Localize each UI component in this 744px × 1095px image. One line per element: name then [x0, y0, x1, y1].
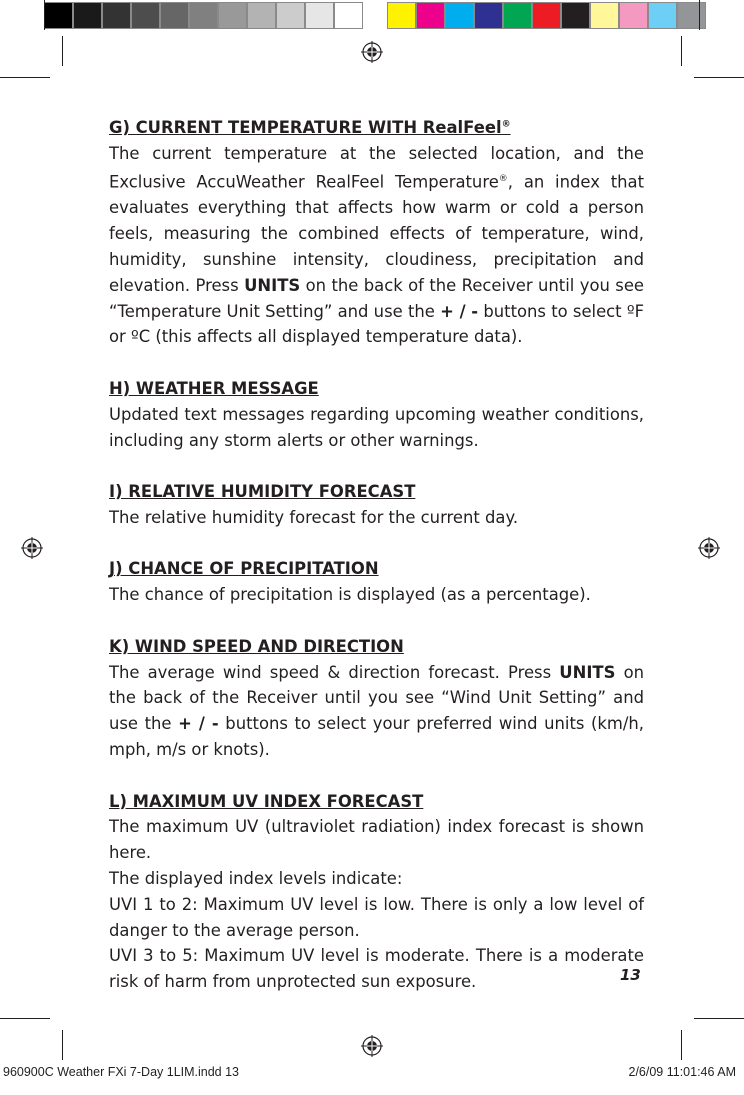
gray-swatch: [131, 2, 160, 29]
crop-mark: [681, 1030, 682, 1060]
crop-mark: [0, 77, 50, 78]
section-i-heading: I) RELATIVE HUMIDITY FORECAST: [109, 482, 416, 502]
crop-mark: [62, 1030, 63, 1060]
crop-mark: [44, 0, 45, 30]
section-g-text: The current temperature at the selected location, and the Exclusive AccuWeather RealFeel Temperature®, an index that evaluates everything that affects how warm or cold a person feels, measuring the combined effects of temperature, wind, humidity, sunshine intensity, cloudiness, precipitation and elevation. Press UNITS on the back of the Receiver until you see “Temperature Unit Setting” and use the + / - buttons to select ºF or ºC (this affects all displayed temperature data).: [109, 144, 645, 347]
page-number: 13: [620, 966, 641, 984]
section-l-text-2: The displayed index levels indicate:: [109, 869, 403, 889]
color-swatch: [532, 2, 561, 29]
section-l-text-1: The maximum UV (ultraviolet radiation) index forecast is shown here.: [109, 817, 644, 863]
section-k-heading: K) WIND SPEED AND DIRECTION: [109, 636, 404, 656]
registration-mark-icon: [698, 537, 720, 559]
section-l-heading: L) MAXIMUM UV INDEX FORECAST: [109, 791, 424, 811]
slug-timestamp: 2/6/09 11:01:46 AM: [628, 1065, 736, 1079]
section-k-text: The average wind speed & direction forecast. Press UNITS on the back of the Receiver until you see “Wind Unit Setting” and use the + / - buttons to select your preferred wind units (km/h, mph, m/s or knots).: [109, 662, 644, 760]
registration-mark-icon: [361, 1035, 383, 1057]
color-swatch: [561, 2, 590, 29]
manual-content: [109, 113, 644, 995]
crop-mark: [681, 36, 682, 66]
section-l-text-3: UVI 1 to 2: Maximum UV level is low. There is only a low level of danger to the average person.: [109, 894, 644, 940]
section-j-heading: J) CHANCE OF PRECIPITATION: [109, 559, 379, 579]
color-swatch: [619, 2, 648, 29]
gray-swatch: [334, 2, 363, 29]
crop-mark: [699, 0, 700, 30]
slug-filename: 960900C Weather FXi 7-Day 1LIM.indd 13: [3, 1065, 240, 1079]
color-registration-bar: [44, 2, 706, 31]
section-h-heading: H) WEATHER MESSAGE: [109, 378, 319, 398]
section-g-heading: G) CURRENT TEMPERATURE WITH RealFeel®: [109, 118, 511, 138]
registration-mark-icon: [21, 537, 43, 559]
registration-mark-icon: [361, 41, 383, 63]
gray-swatch: [160, 2, 189, 29]
section-h-text: Updated text messages regarding upcoming weather conditions, including any storm alerts or other warnings.: [109, 404, 644, 450]
gray-swatch: [305, 2, 334, 29]
crop-mark: [694, 77, 744, 78]
crop-mark: [0, 1018, 50, 1019]
color-swatch: [503, 2, 532, 29]
color-swatch: [648, 2, 677, 29]
section-j-text: The chance of precipitation is displayed (as a percentage).: [109, 585, 591, 605]
gray-swatch: [247, 2, 276, 29]
color-swatch: [474, 2, 503, 29]
color-swatch: [445, 2, 474, 29]
color-swatch: [677, 2, 706, 29]
crop-mark: [62, 36, 63, 66]
gray-swatch: [218, 2, 247, 29]
color-swatch: [590, 2, 619, 29]
color-swatch: [416, 2, 445, 29]
gray-swatch: [189, 2, 218, 29]
color-swatch: [387, 2, 416, 29]
section-l-text-4: UVI 3 to 5: Maximum UV level is moderate. There is a moderate risk of harm from unprotected sun exposure.: [109, 946, 644, 992]
crop-mark: [694, 1018, 744, 1019]
gray-swatch: [73, 2, 102, 29]
gray-swatch: [102, 2, 131, 29]
gray-swatch: [276, 2, 305, 29]
section-i-text: The relative humidity forecast for the current day.: [109, 507, 519, 527]
gray-swatch: [44, 2, 73, 29]
